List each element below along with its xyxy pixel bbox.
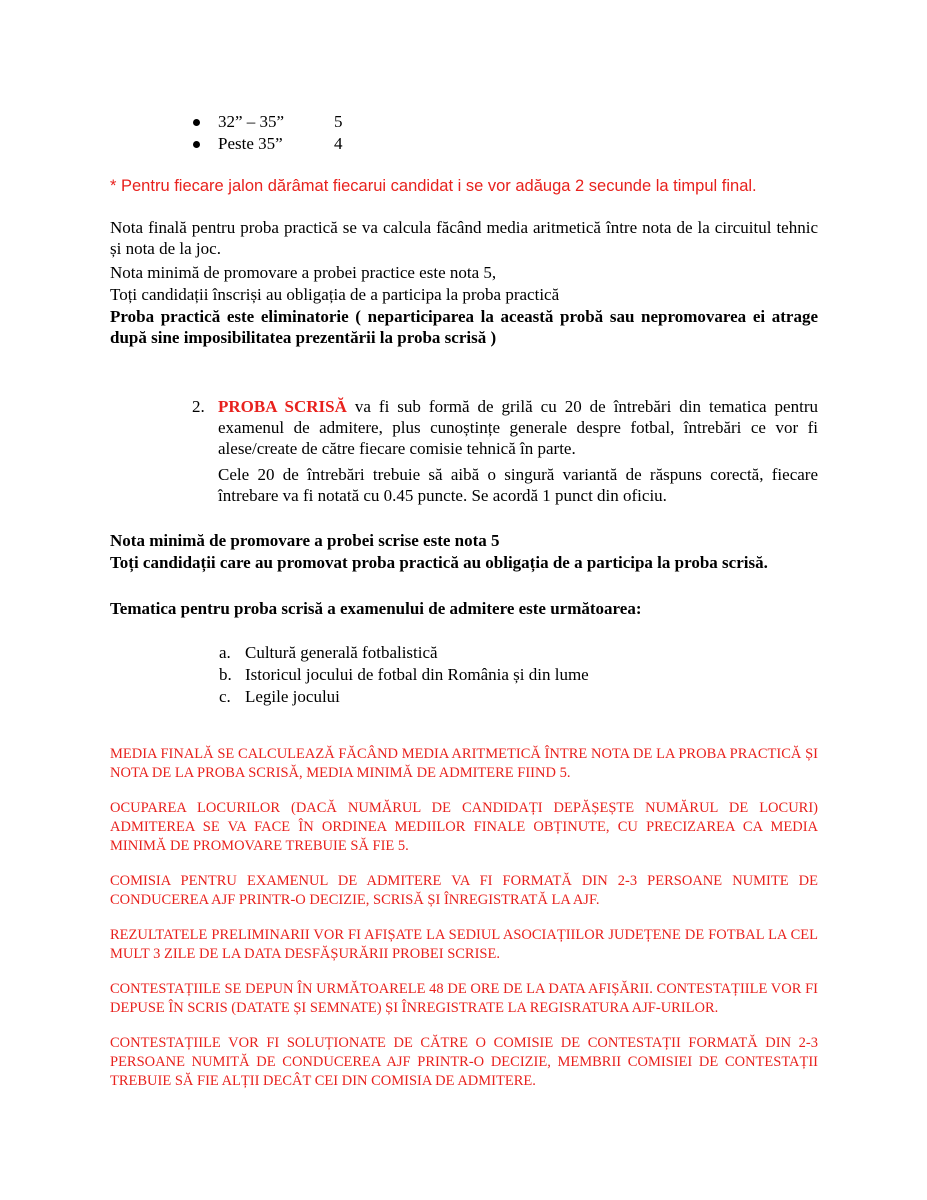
caps-paragraph-rezultate: REZULTATELE PRELIMINARII VOR FI AFIȘATE LA SEDIUL ASOCIAȚIILOR JUDEȚENE DE FOTBAL LA CEL MULT 3 ZILE DE LA DATA DESFĂȘURĂRII PROBEI SCRISE. <box>110 927 818 962</box>
section-number: 2. <box>192 397 205 416</box>
caps-paragraph-contestatii-comisie: CONTESTAȚIILE VOR FI SOLUȚIONATE DE CĂTRE O COMISIE DE CONTESTAȚII FORMATĂ DIN 2-3 PERSOANE NUMITĂ DE CONDUCEREA AJF PRINTR-O DECIZIE, MEMBRII COMISIEI DE CONTESTAȚII TREBUIE SĂ FIE ALȚII DECÂT CEI DIN COMISIA DE ADMITERE. <box>110 1035 818 1089</box>
paragraph-eliminatory: Proba practică este eliminatorie ( neparticiparea la această probă sau nepromovarea ei atrage după sine imposibilitatea prezentării la proba scrisă ) <box>110 307 818 347</box>
caps-paragraph-comisia: COMISIA PENTRU EXAMENUL DE ADMITERE VA FI FORMATĂ DIN 2-3 PERSOANE NUMITE DE CONDUCEREA AJF PRINTR-O DECIZIE, SCRISĂ ȘI ÎNREGISTRATĂ LA AJF. <box>110 873 818 908</box>
paragraph-final-grade: Nota finală pentru proba practică se va calcula făcând media aritmetică între nota de la circuitul tehnic și nota de la joc. <box>110 218 818 258</box>
tematica-item: Legile jocului <box>245 687 340 706</box>
section-text-1: va fi sub formă de grilă cu 20 de întrebări din tematica pentru examenul de admitere, plus cunoștințe generale despre fotbal, întrebări ce vor fi alese/create de către fiecare comisie tehnică în parte. <box>218 397 818 458</box>
tematica-letter: a. <box>219 643 231 662</box>
caps-paragraph-contestatii-depunere: CONTESTAȚIILE SE DEPUN ÎN URMĂTOARELE 48 DE ORE DE LA DATA AFIȘĂRII. CONTESTAȚIILE VOR FI DEPUSE ÎN SCRIS (DATATE ȘI SEMNATE) ȘI ÎNREGISTRATE LA REGISRATURA AJF-URILOR. <box>110 981 818 1016</box>
section-title: PROBA SCRISĂ <box>218 397 347 416</box>
tematica-item: Istoricul jocului de fotbal din România și din lume <box>245 665 589 684</box>
bullet-dot <box>193 141 200 148</box>
paragraph-obligation: Toți candidații înscriși au obligația de a participa la proba practică <box>110 285 560 304</box>
bullet-range-2: Peste 35” <box>218 134 283 153</box>
bullet-grade-1: 5 <box>334 112 343 131</box>
caps-paragraph-media-finala: MEDIA FINALĂ SE CALCULEAZĂ FĂCÂND MEDIA ARITMETICĂ ÎNTRE NOTA DE LA PROBA PRACTICĂ ȘI NOTA DE LA PROBA SCRISĂ, MEDIA MINIMĂ DE ADMITERE FIIND 5. <box>110 746 818 781</box>
bold-participation: Toți candidații care au promovat proba practică au obligația de a participa la proba scrisă. <box>110 553 768 572</box>
red-note: * Pentru fiecare jalon dărâmat fiecarui candidat i se vor adăuga 2 secunde la timpul final. <box>110 177 757 195</box>
section-text-2: Cele 20 de întrebări trebuie să aibă o singură variantă de răspuns corectă, fiecare întrebare va fi notată cu 0.45 puncte. Se acordă 1 punct din oficiu. <box>218 465 818 505</box>
bullet-dot <box>193 119 200 126</box>
tematica-item: Cultură generală fotbalistică <box>245 643 438 662</box>
tematica-letter: c. <box>219 687 231 706</box>
tematica-letter: b. <box>219 665 232 684</box>
bullet-range-1: 32” – 35” <box>218 112 285 131</box>
paragraph-min-grade: Nota minimă de promovare a probei practice este nota 5, <box>110 263 497 282</box>
bullet-grade-2: 4 <box>334 134 343 153</box>
tematica-heading: Tematica pentru proba scrisă a examenului de admitere este următoarea: <box>110 599 642 618</box>
caps-paragraph-ocuparea: OCUPAREA LOCURILOR (DACĂ NUMĂRUL DE CANDIDAȚI DEPĂȘEȘTE NUMĂRUL DE LOCURI) ADMITEREA SE VA FACE ÎN ORDINEA MEDIILOR FINALE OBȚINUTE, CU PRECIZAREA CA MEDIA MINIMĂ DE PROMOVARE TREBUIE SĂ FIE 5. <box>110 800 818 854</box>
bold-min-grade: Nota minimă de promovare a probei scrise este nota 5 <box>110 531 500 550</box>
section-proba-scrisa <box>218 396 818 459</box>
